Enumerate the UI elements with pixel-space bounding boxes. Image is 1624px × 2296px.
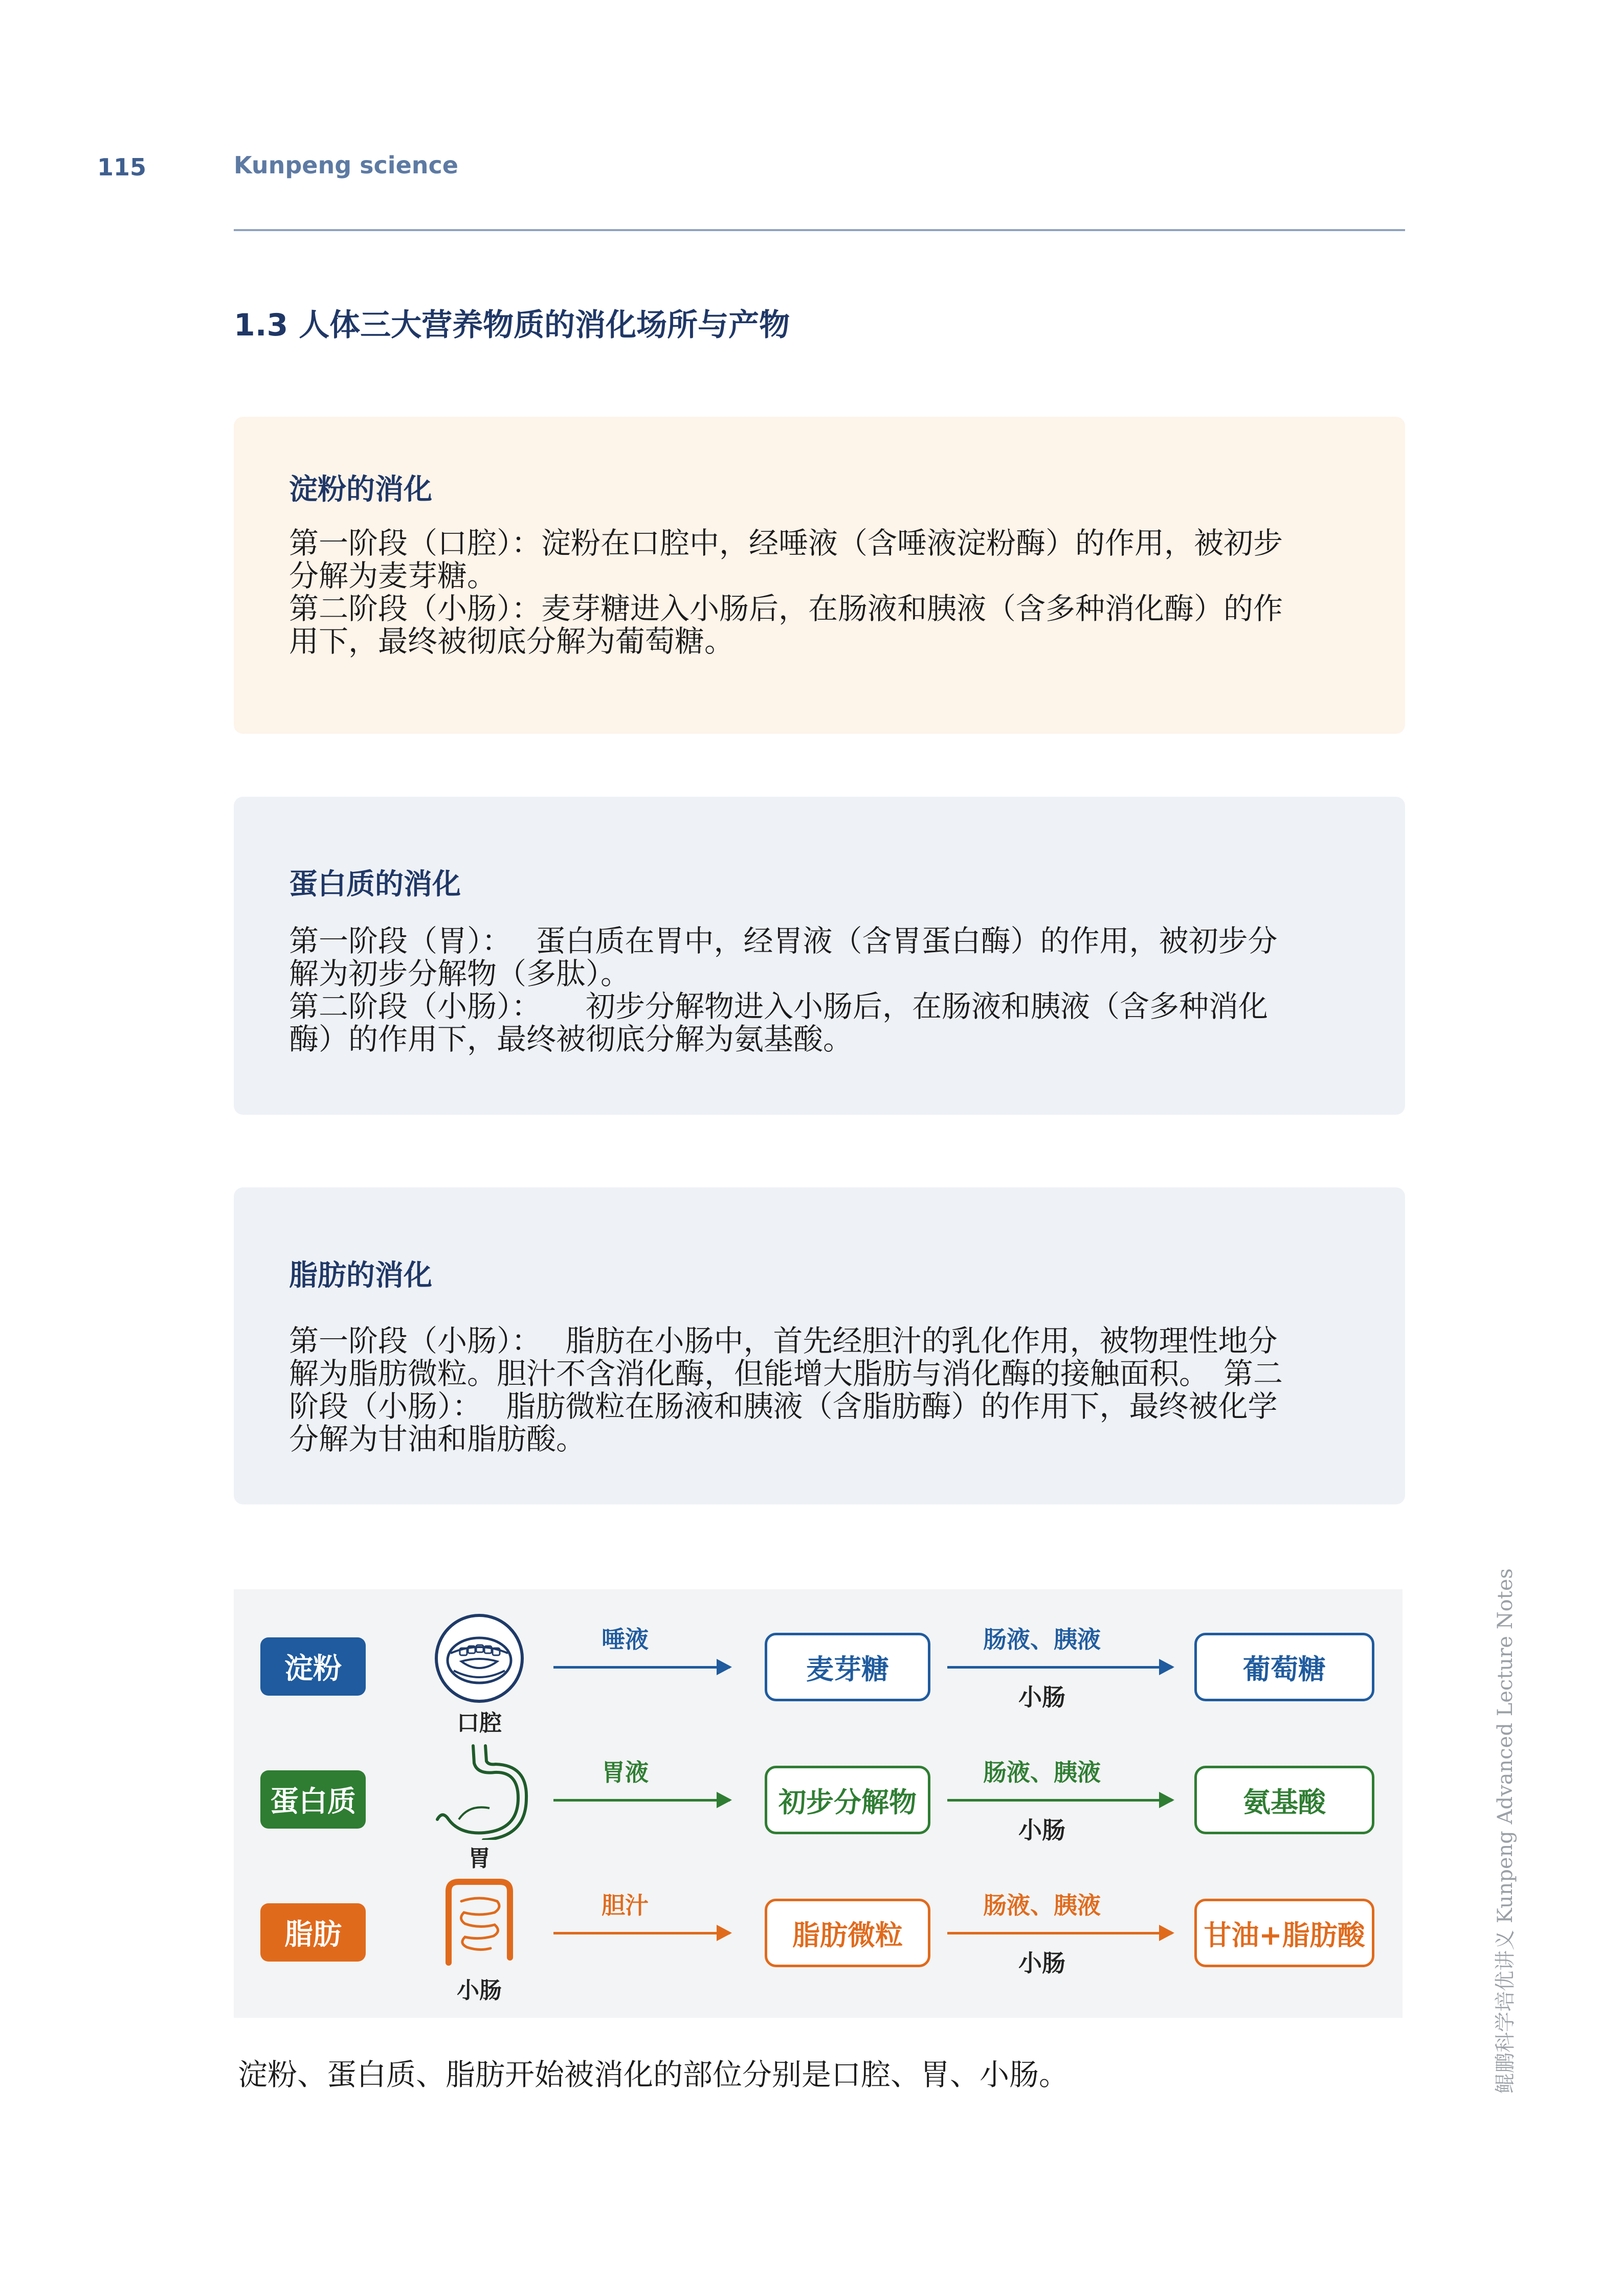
card-heading: 蛋白质的消化 — [289, 868, 461, 901]
mouth-icon — [433, 1612, 525, 1704]
site-label: 小肠 — [1018, 1816, 1065, 1844]
card-body — [289, 925, 1343, 1055]
card-body — [289, 1324, 1343, 1455]
agent-label: 肠液、胰液 — [983, 1759, 1101, 1786]
agent-label: 肠液、胰液 — [983, 1626, 1101, 1653]
organ-label: 胃 — [468, 1845, 491, 1872]
agent-label: 唾液 — [602, 1626, 649, 1653]
card-heading: 脂肪的消化 — [289, 1259, 432, 1292]
card-line: 第二阶段（小肠）： 初步分解物进入小肠后，在肠液和胰液（含多种消化 — [289, 989, 1269, 1024]
agent-label: 胃液 — [602, 1759, 649, 1786]
digestion-diagram — [234, 1589, 1403, 2018]
intestine-icon — [433, 1876, 525, 1968]
page-number: 115 — [97, 153, 147, 181]
intermediate-box: 脂肪微粒 — [765, 1899, 930, 1967]
arrow-icon — [553, 1932, 730, 1934]
agent-label: 胆汁 — [602, 1892, 649, 1919]
card-line: 分解为麦芽糖。 — [289, 558, 497, 593]
nutrient-tag-fat: 脂肪 — [260, 1903, 366, 1962]
agent-label: 肠液、胰液 — [983, 1892, 1101, 1919]
card-line: 用下，最终被彻底分解为葡萄糖。 — [289, 624, 735, 659]
card-body — [289, 527, 1343, 658]
arrow-icon — [947, 1799, 1172, 1802]
card-line: 酶）的作用下，最终被彻底分解为氨基酸。 — [289, 1022, 853, 1056]
summary-caption: 淀粉、蛋白质、脂肪开始被消化的部位分别是口腔、胃、小肠。 — [238, 2057, 1069, 2092]
starch-card — [234, 417, 1405, 734]
running-title: Kunpeng science — [234, 151, 458, 179]
arrow-icon — [553, 1799, 730, 1802]
header-divider — [234, 229, 1405, 231]
section-title: 1.3 人体三大营养物质的消化场所与产物 — [234, 307, 790, 343]
intermediate-box: 初步分解物 — [765, 1766, 930, 1834]
nutrient-tag-protein: 蛋白质 — [260, 1770, 366, 1829]
arrow-icon — [553, 1666, 730, 1669]
stomach-icon — [428, 1743, 530, 1840]
card-line: 第一阶段（小肠）： 脂肪在小肠中，首先经胆汁的乳化作用，被物理性地分 — [289, 1323, 1278, 1358]
card-heading: 淀粉的消化 — [289, 473, 432, 506]
product-box: 氨基酸 — [1194, 1766, 1374, 1834]
protein-card — [234, 797, 1405, 1115]
intermediate-box: 麦芽糖 — [765, 1633, 930, 1701]
site-label: 小肠 — [1018, 1683, 1065, 1711]
fat-card — [234, 1187, 1405, 1504]
card-line: 阶段（小肠）： 脂肪微粒在肠液和胰液（含脂肪酶）的作用下，最终被化学 — [289, 1389, 1278, 1424]
card-line: 第一阶段（口腔）：淀粉在口腔中，经唾液（含唾液淀粉酶）的作用，被初步 — [289, 526, 1283, 560]
side-watermark — [1481, 1565, 1527, 2097]
product-box: 甘油+脂肪酸 — [1194, 1899, 1374, 1967]
organ-label: 小肠 — [457, 1977, 502, 2004]
card-line: 第二阶段（小肠）：麦芽糖进入小肠后，在肠液和胰液（含多种消化酶）的作 — [289, 591, 1283, 626]
card-line: 解为初步分解物（多肽）。 — [289, 956, 631, 991]
arrow-icon — [947, 1932, 1172, 1934]
side-text: 鲲鹏科学培优讲义 Kunpeng Advanced Lecture Notes — [1494, 1568, 1518, 2094]
nutrient-tag-starch: 淀粉 — [260, 1637, 366, 1696]
arrow-icon — [947, 1666, 1172, 1669]
card-line: 第一阶段（胃）： 蛋白质在胃中，经胃液（含胃蛋白酶）的作用，被初步分 — [289, 924, 1278, 958]
product-box: 葡萄糖 — [1194, 1633, 1374, 1701]
card-line: 分解为甘油和脂肪酸。 — [289, 1422, 586, 1456]
organ-label: 口腔 — [457, 1710, 502, 1736]
site-label: 小肠 — [1018, 1949, 1065, 1977]
card-line: 解为脂肪微粒。胆汁不含消化酶，但能增大脂肪与消化酶的接触面积。 第二 — [289, 1356, 1283, 1391]
